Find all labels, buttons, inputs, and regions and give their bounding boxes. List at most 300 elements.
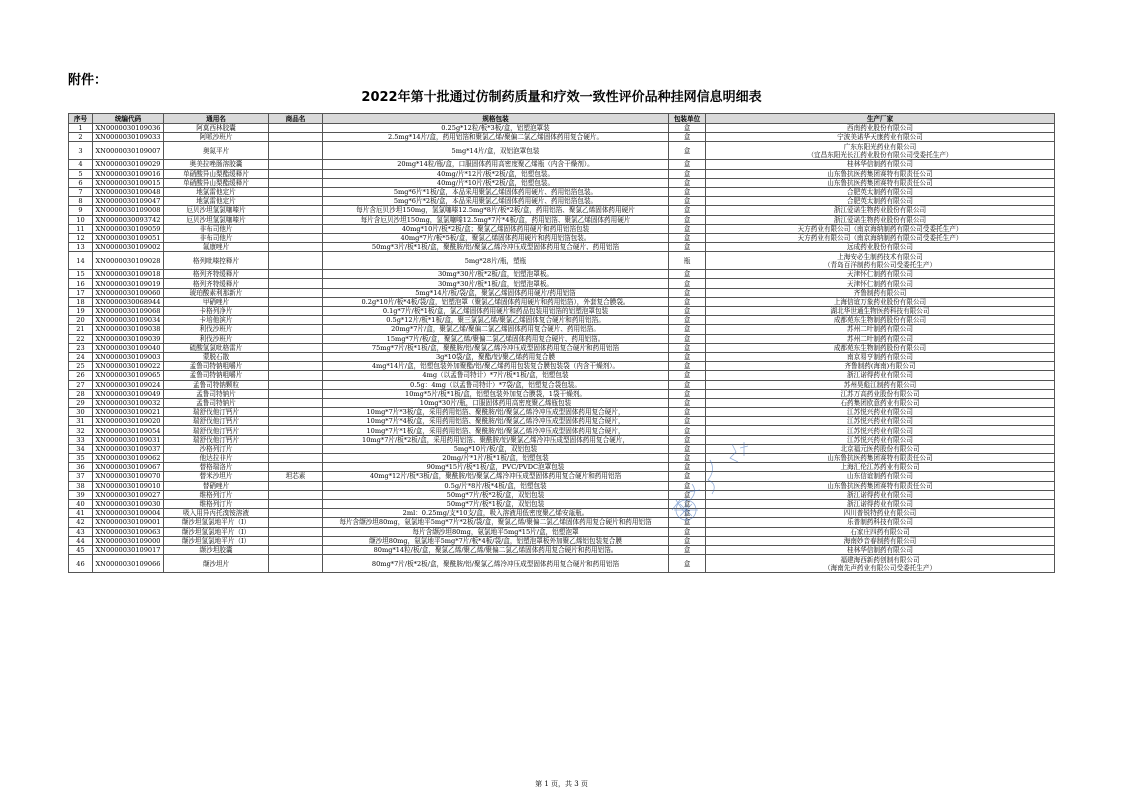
cell-index: 43 — [69, 527, 93, 536]
cell-generic-name: 卡培他滨片 — [164, 316, 269, 325]
cell-manufacturer: 齐鲁制药(海南)有限公司 — [706, 362, 1055, 371]
cell-brand-name — [269, 490, 323, 499]
cell-manufacturer: 苏州二叶制药有限公司 — [706, 334, 1055, 343]
table-row — [69, 133, 1055, 142]
cell-manufacturer: 天方药业有限公司（南京海纳制药有限公司受委托生产） — [706, 233, 1055, 242]
cell-generic-name: 琥珀酸素利那新片 — [164, 288, 269, 297]
cell-spec-package: 40mg/片*12片/板*2板/盒，铝塑包装。 — [323, 169, 669, 178]
header-package-unit: 包装单位 — [669, 114, 706, 124]
cell-spec-package: 15mg*7片/板/盒，聚氯乙烯/聚偏二氯乙烯固体药用复合硬片、药用铝箔。 — [323, 334, 669, 343]
cell-package-unit: 盒 — [669, 352, 706, 361]
cell-code: XN0000030109015 — [93, 178, 164, 187]
cell-spec-package: 0.25g*12粒/板*3板/盒，铝塑泡罩装 — [323, 124, 669, 133]
cell-code: XN0000030109034 — [93, 316, 164, 325]
table-row — [69, 334, 1055, 343]
cell-brand-name — [269, 536, 323, 545]
table-row — [69, 187, 1055, 196]
cell-index: 30 — [69, 408, 93, 417]
cell-brand-name — [269, 178, 323, 187]
cell-package-unit: 盒 — [669, 463, 706, 472]
cell-brand-name — [269, 499, 323, 508]
cell-manufacturer: 四川普锐特药业有限公司 — [706, 509, 1055, 518]
cell-index: 14 — [69, 252, 93, 270]
cell-brand-name — [269, 160, 323, 169]
cell-spec-package: 40mg*7片/板*5板/盒，聚氯乙烯固体药用硬片和药用铝箔包装。 — [323, 233, 669, 242]
cell-generic-name: 缬沙坦氢氯地平片（Ⅰ） — [164, 518, 269, 527]
table-row — [69, 307, 1055, 316]
cell-manufacturer: 浙江诺得药业有限公司 — [706, 499, 1055, 508]
cell-generic-name: 孟鲁司特钠颗粒 — [164, 380, 269, 389]
cell-index: 22 — [69, 334, 93, 343]
cell-brand-name — [269, 133, 323, 142]
cell-generic-name: 孟鲁司特钠片 — [164, 389, 269, 398]
table-row — [69, 197, 1055, 206]
cell-index: 45 — [69, 545, 93, 554]
cell-manufacturer: 江苏悦兴药业有限公司 — [706, 417, 1055, 426]
cell-code: XN0000030109000 — [93, 536, 164, 545]
cell-index: 7 — [69, 187, 93, 196]
cell-package-unit: 盒 — [669, 518, 706, 527]
cell-manufacturer: 石药集团欧意药业有限公司 — [706, 398, 1055, 407]
cell-code: XN0000030109047 — [93, 197, 164, 206]
cell-brand-name — [269, 307, 323, 316]
cell-generic-name: 蒙脱石散 — [164, 352, 269, 361]
cell-code: XN0000030109032 — [93, 398, 164, 407]
table-row — [69, 325, 1055, 334]
cell-package-unit: 盒 — [669, 545, 706, 554]
cell-brand-name — [269, 380, 323, 389]
table-row — [69, 426, 1055, 435]
cell-index: 37 — [69, 472, 93, 481]
cell-manufacturer: 江苏悦兴药业有限公司 — [706, 435, 1055, 444]
cell-brand-name — [269, 509, 323, 518]
cell-code: XN0000030109039 — [93, 334, 164, 343]
cell-package-unit: 盒 — [669, 444, 706, 453]
cell-index: 23 — [69, 343, 93, 352]
cell-index: 34 — [69, 444, 93, 453]
table-row — [69, 288, 1055, 297]
cell-generic-name: 缬沙坦胶囊 — [164, 545, 269, 554]
table-row — [69, 435, 1055, 444]
cell-package-unit: 盒 — [669, 398, 706, 407]
cell-code: XN0000030109027 — [93, 490, 164, 499]
cell-package-unit: 盒 — [669, 417, 706, 426]
cell-code: XN0000030109022 — [93, 362, 164, 371]
table-row — [69, 124, 1055, 133]
cell-code: XN0000030109008 — [93, 206, 164, 215]
cell-brand-name — [269, 233, 323, 242]
cell-brand-name — [269, 142, 323, 160]
cell-package-unit: 盒 — [669, 288, 706, 297]
cell-spec-package: 30mg*30片/板*1板/盒，铝塑泡罩板。 — [323, 279, 669, 288]
cell-code: XN0000030109019 — [93, 279, 164, 288]
cell-index: 40 — [69, 499, 93, 508]
cell-package-unit: 盒 — [669, 215, 706, 224]
cell-manufacturer: 北京福元医药股份有限公司 — [706, 444, 1055, 453]
cell-generic-name: 厄贝沙坦氢氯噻嗪片 — [164, 215, 269, 224]
cell-index: 33 — [69, 435, 93, 444]
cell-brand-name — [269, 444, 323, 453]
cell-package-unit: 盒 — [669, 499, 706, 508]
cell-manufacturer: 上海信谊万象药业股份有限公司 — [706, 297, 1055, 306]
cell-code: XN0000030109016 — [93, 169, 164, 178]
cell-spec-package: 3g*10袋/盒，聚酯/铝/聚乙烯药用复合膜 — [323, 352, 669, 361]
header-generic-name: 通用名 — [164, 114, 269, 124]
cell-spec-package: 10mg*7片*4板/盒，采用药用铝箔、聚酰胺/铝/聚氯乙烯冷冲压成型固体药用复合硬片， — [323, 417, 669, 426]
cell-spec-package: 0.2g*10片/板*4板/袋/盒，铝塑泡罩（聚氯乙烯固体药用硬片和药用铝箔），外套复合膜袋。 — [323, 297, 669, 306]
cell-brand-name — [269, 398, 323, 407]
table-row — [69, 371, 1055, 380]
cell-generic-name: 单硝酸异山梨酯缓释片 — [164, 169, 269, 178]
cell-brand-name — [269, 224, 323, 233]
table-row — [69, 206, 1055, 215]
cell-generic-name: 维格列汀片 — [164, 499, 269, 508]
cell-manufacturer: 桂林华信制药有限公司 — [706, 545, 1055, 554]
cell-brand-name — [269, 454, 323, 463]
header-spec-package: 规格包装 — [323, 114, 669, 124]
cell-package-unit: 盒 — [669, 481, 706, 490]
table-row — [69, 169, 1055, 178]
cell-generic-name: 格列吡嗪控释片 — [164, 252, 269, 270]
cell-generic-name: 孟鲁司特钠片 — [164, 398, 269, 407]
cell-code: XN0000030109020 — [93, 417, 164, 426]
cell-spec-package: 10mg*7片*3板/盒，采用药用铝箔、聚酰胺/铝/聚氯乙烯冷冲压成型固体药用复合硬片， — [323, 408, 669, 417]
cell-spec-package: 5mg*14片/板/袋/盒，聚氯乙烯固体药用硬片/药用铝箔 — [323, 288, 669, 297]
cell-manufacturer: 远成药业股份有限公司 — [706, 243, 1055, 252]
cell-package-unit: 盒 — [669, 169, 706, 178]
cell-package-unit: 盒 — [669, 297, 706, 306]
cell-package-unit: 盒 — [669, 233, 706, 242]
cell-brand-name — [269, 527, 323, 536]
cell-generic-name: 孟鲁司特钠咀嚼片 — [164, 362, 269, 371]
cell-code: XN0000030109063 — [93, 527, 164, 536]
cell-code: XN0000030109068 — [93, 307, 164, 316]
cell-generic-name: 非布司他片 — [164, 224, 269, 233]
cell-brand-name — [269, 463, 323, 472]
cell-generic-name: 甲硝唑片 — [164, 297, 269, 306]
cell-index: 39 — [69, 490, 93, 499]
cell-package-unit: 盒 — [669, 343, 706, 352]
cell-spec-package: 50mg*7片/板*1板/盒，双铝包装 — [323, 499, 669, 508]
cell-spec-package: 0.5g/片*8片/板*4板/盒，铝塑包装 — [323, 481, 669, 490]
cell-package-unit: 盒 — [669, 178, 706, 187]
table-row — [69, 481, 1055, 490]
cell-generic-name: 替格瑞洛片 — [164, 463, 269, 472]
cell-code: XN0000030109051 — [93, 233, 164, 242]
cell-spec-package: 80mg*7片/板*2板/盒，聚酰胺/铝/聚氯乙烯冷冲压成型固体药用复合硬片和药用铝箔 — [323, 555, 669, 573]
cell-manufacturer: 浙江诺得药业有限公司 — [706, 490, 1055, 499]
cell-generic-name: 替米沙坦片 — [164, 472, 269, 481]
cell-code: XN0000030109067 — [93, 463, 164, 472]
table-row — [69, 389, 1055, 398]
cell-brand-name — [269, 243, 323, 252]
table-row — [69, 142, 1055, 160]
cell-spec-package: 缬沙坦80mg，氨氯地平5mg*7片/板*4板/袋/盒，铝塑泡罩板外加聚乙烯铝包装复合膜 — [323, 536, 669, 545]
cell-brand-name — [269, 545, 323, 554]
cell-index: 16 — [69, 279, 93, 288]
cell-code: XN0000030109054 — [93, 426, 164, 435]
cell-manufacturer: 天方药业有限公司（南京海纳制药有限公司受委托生产） — [706, 224, 1055, 233]
cell-code: XN0000030109021 — [93, 408, 164, 417]
cell-brand-name — [269, 352, 323, 361]
cell-spec-package: 5mg*10片/板/盒，双铝包装 — [323, 444, 669, 453]
cell-spec-package: 每片含缬沙坦80mg，氨氯地平5mg*7片*2板/袋/盒，聚氯乙烯/聚偏二氯乙烯固体药用复合硬片和药用铝箔 — [323, 518, 669, 527]
cell-brand-name — [269, 215, 323, 224]
cell-brand-name — [269, 343, 323, 352]
cell-package-unit: 盒 — [669, 187, 706, 196]
cell-manufacturer: 合肥英太制药有限公司 — [706, 197, 1055, 206]
cell-brand-name — [269, 124, 323, 133]
cell-code: XN0000030109070 — [93, 472, 164, 481]
cell-manufacturer: 江苏悦兴药业有限公司 — [706, 426, 1055, 435]
header-brand-name: 商品名 — [269, 114, 323, 124]
cell-manufacturer: 苏州昊彪江制药有限公司 — [706, 380, 1055, 389]
cell-brand-name — [269, 334, 323, 343]
cell-code: XN0000030109007 — [93, 142, 164, 160]
cell-spec-package: 每片含厄贝沙坦150mg，氢氯噻嗪12.5mg*7片*4板/盒，药用铝箔、聚氯乙烯固体药用硬片 — [323, 215, 669, 224]
cell-spec-package: 80mg*14粒/板/盒，聚氯乙烯/聚乙烯/聚偏二氯乙烯固体药用复合硬片和药用铝箔。 — [323, 545, 669, 554]
cell-index: 29 — [69, 398, 93, 407]
cell-generic-name: 利伐沙班片 — [164, 334, 269, 343]
cell-spec-package: 5mg*14片/盒，双铝泡罩包装 — [323, 142, 669, 160]
cell-package-unit: 盒 — [669, 316, 706, 325]
cell-code: XN0000030109031 — [93, 435, 164, 444]
cell-generic-name: 沙格列汀片 — [164, 444, 269, 453]
cell-package-unit: 盒 — [669, 408, 706, 417]
cell-code: XN0000030109010 — [93, 481, 164, 490]
cell-generic-name: 瑞舒伐他汀钙片 — [164, 417, 269, 426]
cell-code: XN0000030109048 — [93, 187, 164, 196]
cell-package-unit: 盒 — [669, 490, 706, 499]
table-row — [69, 243, 1055, 252]
cell-index: 8 — [69, 197, 93, 206]
cell-code: XN0000030068944 — [93, 297, 164, 306]
cell-index: 17 — [69, 288, 93, 297]
cell-package-unit: 盒 — [669, 509, 706, 518]
cell-index: 24 — [69, 352, 93, 361]
cell-brand-name — [269, 555, 323, 573]
cell-brand-name — [269, 426, 323, 435]
cell-brand-name — [269, 325, 323, 334]
table-row — [69, 270, 1055, 279]
cell-spec-package: 90mg*15片/板*1板/盒，PVC/PVDC泡罩包装 — [323, 463, 669, 472]
cell-spec-package: 10mg*7片/板*2板/盒，采用药用铝箔、聚酰胺/铝/聚氯乙烯冷冲压成型固体药用复合硬片， — [323, 435, 669, 444]
cell-code: XN0000030109002 — [93, 243, 164, 252]
cell-code: XN0000030109036 — [93, 124, 164, 133]
cell-package-unit: 盒 — [669, 536, 706, 545]
cell-package-unit: 盒 — [669, 527, 706, 536]
cell-package-unit: 盒 — [669, 197, 706, 206]
cell-spec-package: 5mg*6片*2板/盒，本品采用聚氯乙烯固体药用硬片、药用铝箔包装。 — [323, 197, 669, 206]
cell-generic-name: 替硝唑片 — [164, 481, 269, 490]
cell-index: 36 — [69, 463, 93, 472]
cell-code: XN0000030093742 — [93, 215, 164, 224]
cell-package-unit: 盒 — [669, 206, 706, 215]
cell-generic-name: 奥氮平片 — [164, 142, 269, 160]
cell-code: XN0000030109029 — [93, 160, 164, 169]
cell-manufacturer: 西南药业股份有限公司 — [706, 124, 1055, 133]
cell-spec-package: 4mg*14片/盒，铝塑包装外加聚酯/铝/聚乙烯药用包装复合膜包装袋（内含干燥剂）。 — [323, 362, 669, 371]
cell-manufacturer: 成都苑东生物制药股份有限公司 — [706, 343, 1055, 352]
drug-list-table — [68, 113, 1055, 573]
cell-index: 27 — [69, 380, 93, 389]
cell-brand-name — [269, 371, 323, 380]
table-row — [69, 362, 1055, 371]
cell-spec-package: 40mg/片*10片/板*2板/盒，铝塑包装。 — [323, 178, 669, 187]
cell-manufacturer: 合肥英太制药有限公司 — [706, 187, 1055, 196]
cell-manufacturer: 广东东阳光药业有限公司 （宜昌东阳光长江药业股份有限公司受委托生产） — [706, 142, 1055, 160]
cell-index: 35 — [69, 454, 93, 463]
cell-generic-name: 卡格列净片 — [164, 307, 269, 316]
cell-index: 26 — [69, 371, 93, 380]
cell-index: 25 — [69, 362, 93, 371]
table-row — [69, 444, 1055, 453]
cell-manufacturer: 山东鲁抗医药集团赛特有限责任公司 — [706, 178, 1055, 187]
cell-package-unit: 盒 — [669, 380, 706, 389]
cell-code: XN0000030109033 — [93, 133, 164, 142]
cell-code: XN0000030109004 — [93, 509, 164, 518]
table-row — [69, 352, 1055, 361]
cell-brand-name — [269, 206, 323, 215]
cell-package-unit: 盒 — [669, 325, 706, 334]
page-footer: 第 1 页，共 3 页 — [535, 780, 588, 788]
table-row — [69, 518, 1055, 527]
cell-manufacturer: 上海安必生制药技术有限公司 （青岛百洋制药有限公司受委托生产） — [706, 252, 1055, 270]
cell-generic-name: 瑞舒伐他汀钙片 — [164, 426, 269, 435]
cell-generic-name: 格列齐特缓释片 — [164, 270, 269, 279]
cell-generic-name: 非布司他片 — [164, 233, 269, 242]
cell-code: XN0000030109066 — [93, 555, 164, 573]
cell-code: XN0000030109038 — [93, 325, 164, 334]
cell-code: XN0000030109017 — [93, 545, 164, 554]
cell-index: 32 — [69, 426, 93, 435]
cell-index: 9 — [69, 206, 93, 215]
cell-manufacturer: 山东鲁抗医药集团赛特有限责任公司 — [706, 481, 1055, 490]
cell-manufacturer: 石家庄四药有限公司 — [706, 527, 1055, 536]
cell-brand-name — [269, 252, 323, 270]
cell-code: XN0000030109059 — [93, 224, 164, 233]
cell-index: 42 — [69, 518, 93, 527]
cell-generic-name: 他达拉非片 — [164, 454, 269, 463]
cell-package-unit: 盒 — [669, 362, 706, 371]
cell-package-unit: 盒 — [669, 472, 706, 481]
table-row — [69, 499, 1055, 508]
cell-spec-package: 5mg*6片*1板/盒，本品采用聚氯乙烯固体药用硬片、药用铝箔包装。 — [323, 187, 669, 196]
cell-spec-package: 20mg*14粒/瓶/盒，口服固体药用高密度聚乙烯瓶（内含干燥剂）。 — [323, 160, 669, 169]
cell-index: 21 — [69, 325, 93, 334]
cell-manufacturer: 天津怀仁制药有限公司 — [706, 270, 1055, 279]
cell-spec-package: 每片含厄贝沙坦150mg，氢氯噻嗪12.5mg*8片/板*2板/盒，药用铝箔、聚氯乙烯固体药用硬片 — [323, 206, 669, 215]
header-index: 序号 — [69, 114, 93, 124]
cell-manufacturer: 山东信谊制药有限公司 — [706, 472, 1055, 481]
cell-package-unit: 盒 — [669, 124, 706, 133]
table-row — [69, 454, 1055, 463]
cell-package-unit: 盒 — [669, 555, 706, 573]
document-title: 2022年第十批通过仿制药质量和疗效一致性评价品种挂网信息明细表 — [361, 90, 762, 105]
cell-index: 12 — [69, 233, 93, 242]
cell-generic-name: 地氯雷他定片 — [164, 187, 269, 196]
table-row — [69, 398, 1055, 407]
cell-manufacturer: 南京易亨制药有限公司 — [706, 352, 1055, 361]
cell-generic-name: 维格列汀片 — [164, 490, 269, 499]
cell-manufacturer: 浙江诺得药业有限公司 — [706, 371, 1055, 380]
cell-generic-name: 格列齐特缓释片 — [164, 279, 269, 288]
table-row — [69, 408, 1055, 417]
cell-code: XN0000030109028 — [93, 252, 164, 270]
cell-index: 2 — [69, 133, 93, 142]
cell-index: 31 — [69, 417, 93, 426]
cell-brand-name — [269, 389, 323, 398]
table-row — [69, 279, 1055, 288]
cell-spec-package: 每片含缬沙坦80mg，氨氯地平5mg*15片/盒，铝塑泡罩 — [323, 527, 669, 536]
cell-brand-name: 坦芯素 — [269, 472, 323, 481]
cell-index: 1 — [69, 124, 93, 133]
cell-spec-package: 20mg/片*1片/板*1板/盒，铝塑包装 — [323, 454, 669, 463]
table-row — [69, 224, 1055, 233]
cell-code: XN0000030109065 — [93, 371, 164, 380]
cell-spec-package: 0.5g：4mg（以孟鲁司特计）*7袋/盒，铝塑复合袋包装。 — [323, 380, 669, 389]
cell-package-unit: 盒 — [669, 435, 706, 444]
cell-index: 46 — [69, 555, 93, 573]
cell-spec-package: 10mg*5片/板*1板/盒，铝塑包装外加复合膜袋，1袋干燥剂。 — [323, 389, 669, 398]
table-row — [69, 380, 1055, 389]
cell-spec-package: 5mg*28片/瓶，塑瓶 — [323, 252, 669, 270]
cell-package-unit: 盒 — [669, 279, 706, 288]
cell-manufacturer: 江苏万高药业股份有限公司 — [706, 389, 1055, 398]
cell-generic-name: 厄贝沙坦氢氯噻嗪片 — [164, 206, 269, 215]
cell-index: 44 — [69, 536, 93, 545]
cell-manufacturer: 成都苑东生物制药股份有限公司 — [706, 316, 1055, 325]
cell-index: 20 — [69, 316, 93, 325]
cell-index: 19 — [69, 307, 93, 316]
cell-manufacturer: 乐普制药科技有限公司 — [706, 518, 1055, 527]
table-row — [69, 463, 1055, 472]
cell-code: XN0000030109049 — [93, 389, 164, 398]
cell-index: 3 — [69, 142, 93, 160]
cell-manufacturer: 宁波美诺华天康药业有限公司 — [706, 133, 1055, 142]
table-row — [69, 215, 1055, 224]
cell-index: 5 — [69, 169, 93, 178]
cell-manufacturer: 浙江爱诺生物药业股份有限公司 — [706, 215, 1055, 224]
cell-generic-name: 单硝酸异山梨酯缓释片 — [164, 178, 269, 187]
table-row — [69, 545, 1055, 554]
cell-generic-name: 缬沙坦氢氯地平片（Ⅰ） — [164, 527, 269, 536]
cell-manufacturer: 江苏悦兴药业有限公司 — [706, 408, 1055, 417]
cell-index: 18 — [69, 297, 93, 306]
cell-generic-name: 瑞舒伐他汀钙片 — [164, 435, 269, 444]
cell-manufacturer: 浙江爱诺生物药业股份有限公司 — [706, 206, 1055, 215]
table-row — [69, 527, 1055, 536]
cell-code: XN0000030109062 — [93, 454, 164, 463]
cell-spec-package: 0.1g*7片/板*1板/盒，氯乙烯固体药用硬片和药品包装用铝箔的铝塑泡罩包装 — [323, 307, 669, 316]
cell-brand-name — [269, 279, 323, 288]
cell-code: XN0000030109024 — [93, 380, 164, 389]
cell-brand-name — [269, 417, 323, 426]
cell-spec-package: 50mg*3片/板*1板/盒，聚酰胺/铝/聚氯乙烯冷冲压成型固体药用复合硬片、药用铝箔 — [323, 243, 669, 252]
cell-code: XN0000030109030 — [93, 499, 164, 508]
table-row — [69, 472, 1055, 481]
cell-manufacturer: 上海汇伦江苏药业有限公司 — [706, 463, 1055, 472]
cell-brand-name — [269, 435, 323, 444]
cell-spec-package: 75mg*7片/板*1板/盒，聚酰胺/铝/聚氯乙烯冷冲压成型固体药用复合硬片和药用铝箔 — [323, 343, 669, 352]
table-row — [69, 536, 1055, 545]
table-row — [69, 343, 1055, 352]
cell-spec-package: 30mg*30片/板*2板/盒，铝塑泡罩板。 — [323, 270, 669, 279]
table-row — [69, 178, 1055, 187]
cell-package-unit: 盒 — [669, 371, 706, 380]
cell-index: 28 — [69, 389, 93, 398]
cell-generic-name: 缬沙坦片 — [164, 555, 269, 573]
